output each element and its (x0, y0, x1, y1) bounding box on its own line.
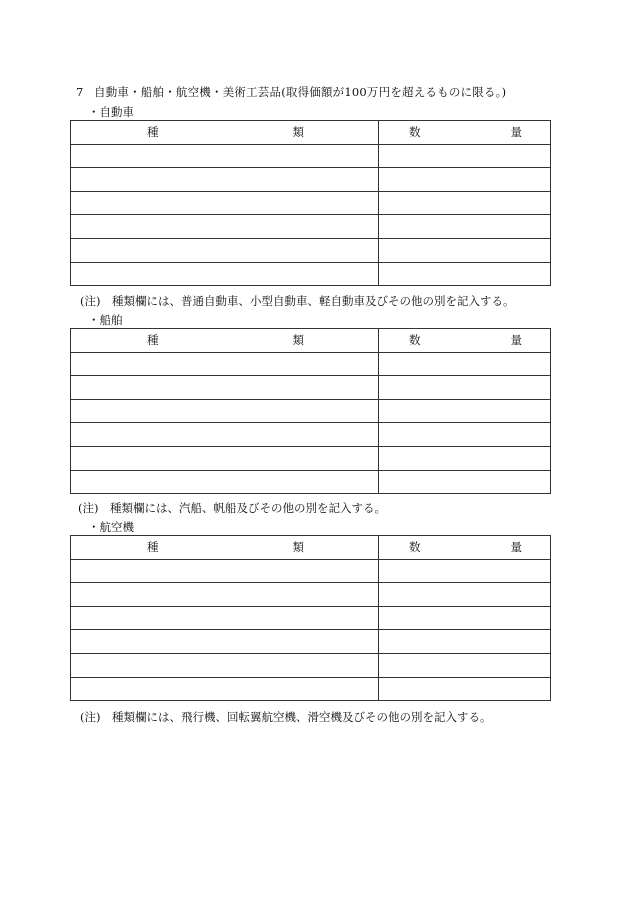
quantity-cell[interactable] (379, 606, 551, 630)
table-row (71, 376, 551, 400)
quantity-cell[interactable] (379, 423, 551, 447)
table-row (71, 352, 551, 376)
note-prefix: (注) (80, 710, 101, 724)
ship-table (70, 328, 551, 494)
section-number: 7 (76, 85, 84, 99)
quantity-cell[interactable] (379, 144, 551, 168)
kind-cell[interactable] (71, 606, 379, 630)
quantity-cell[interactable] (379, 238, 551, 262)
table-row (71, 144, 551, 168)
subsection-label-automobile: ・自動車 (88, 105, 134, 119)
aircraft-note (80, 709, 491, 725)
table-row (71, 423, 551, 447)
table-row (71, 191, 551, 215)
table-row (71, 262, 551, 286)
kind-column-header: 種 類 (71, 121, 379, 145)
kind-cell[interactable] (71, 144, 379, 168)
quantity-cell[interactable] (379, 583, 551, 607)
section-heading (76, 84, 506, 100)
quantity-cell[interactable] (379, 446, 551, 470)
table-row (71, 559, 551, 583)
note-text: 種類欄には、普通自動車、小型自動車、軽自動車及びその他の別を記入する。 (111, 294, 515, 308)
kind-column-header: 種 類 (71, 536, 379, 560)
quantity-cell[interactable] (379, 191, 551, 215)
table-row (71, 399, 551, 423)
kind-cell[interactable] (71, 583, 379, 607)
kind-cell[interactable] (71, 352, 379, 376)
quantity-cell[interactable] (379, 630, 551, 654)
table-row (71, 630, 551, 654)
table-row (71, 238, 551, 262)
ship-note (78, 500, 386, 516)
quantity-cell[interactable] (379, 215, 551, 239)
subsection-label-aircraft: ・航空機 (88, 520, 134, 534)
quantity-cell[interactable] (379, 559, 551, 583)
table-row (71, 446, 551, 470)
table-row (71, 583, 551, 607)
kind-cell[interactable] (71, 399, 379, 423)
table-row (71, 677, 551, 701)
kind-column-header: 種 類 (71, 329, 379, 353)
kind-cell[interactable] (71, 191, 379, 215)
kind-cell[interactable] (71, 238, 379, 262)
table-row (71, 606, 551, 630)
kind-cell[interactable] (71, 423, 379, 447)
subsection-label-ship: ・船舶 (88, 313, 123, 327)
kind-cell[interactable] (71, 446, 379, 470)
note-prefix: (注) (80, 294, 101, 308)
quantity-column-header: 数 量 (379, 536, 551, 560)
automobile-table (70, 120, 551, 286)
table-row (71, 168, 551, 192)
table-header-row (71, 121, 551, 145)
table-header-row (71, 536, 551, 560)
kind-cell[interactable] (71, 470, 379, 494)
table-row (71, 470, 551, 494)
note-text: 種類欄には、飛行機、回転翼航空機、滑空機及びその他の別を記入する。 (111, 710, 492, 724)
kind-cell[interactable] (71, 653, 379, 677)
quantity-cell[interactable] (379, 399, 551, 423)
kind-cell[interactable] (71, 559, 379, 583)
kind-cell[interactable] (71, 262, 379, 286)
kind-cell[interactable] (71, 168, 379, 192)
kind-cell[interactable] (71, 376, 379, 400)
table-row (71, 215, 551, 239)
quantity-cell[interactable] (379, 262, 551, 286)
quantity-cell[interactable] (379, 677, 551, 701)
quantity-cell[interactable] (379, 653, 551, 677)
quantity-cell[interactable] (379, 168, 551, 192)
note-prefix: (注) (78, 501, 99, 515)
kind-cell[interactable] (71, 215, 379, 239)
section-title: 自動車・船舶・航空機・美術工芸品(取得価額が100万円を超えるものに限る。) (94, 85, 507, 99)
quantity-cell[interactable] (379, 352, 551, 376)
quantity-cell[interactable] (379, 376, 551, 400)
quantity-column-header: 数 量 (379, 329, 551, 353)
kind-cell[interactable] (71, 630, 379, 654)
quantity-cell[interactable] (379, 470, 551, 494)
aircraft-table (70, 535, 551, 701)
kind-cell[interactable] (71, 677, 379, 701)
automobile-note (80, 293, 514, 309)
quantity-column-header: 数 量 (379, 121, 551, 145)
table-row (71, 653, 551, 677)
note-text: 種類欄には、汽船、帆船及びその他の別を記入する。 (109, 501, 386, 515)
table-header-row (71, 329, 551, 353)
